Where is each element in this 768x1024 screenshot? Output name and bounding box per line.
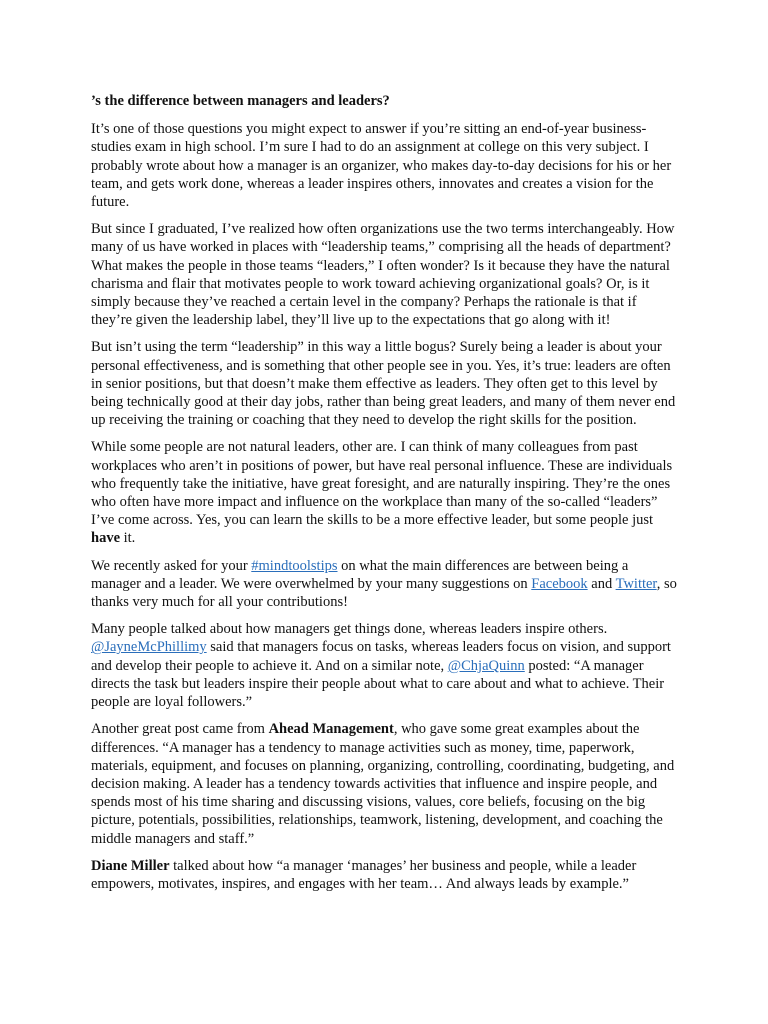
paragraph-managers-get-things-done (91, 620, 681, 711)
paragraph-mindtoolstips (91, 557, 681, 612)
user-link-chjaquinn[interactable]: @ChjaQuinn (447, 657, 525, 674)
hashtag-link-mindtoolstips[interactable]: #mindtoolstips (251, 557, 338, 574)
article-title: ’s the difference between managers and leaders? (91, 93, 390, 109)
user-link-jaynemcphillimy[interactable]: @JayneMcPhillimy (91, 639, 207, 656)
paragraph-diane-miller (91, 857, 681, 893)
facebook-link[interactable]: Facebook (531, 575, 588, 592)
paragraph-text: talked about how “a manager ‘manages’ her business and people, while a leader empowers, motivates, inspires, and engages with her team… And always leads by example.” (91, 857, 637, 892)
paragraph-text: it. (120, 530, 136, 547)
paragraph-text: , so thanks very much for all your contributions! (91, 575, 677, 611)
paragraph-text: said that managers focus on tasks, whereas leaders focus on vision, and support and develop their people to achieve it. And on a similar note, (91, 639, 671, 674)
twitter-link[interactable]: Twitter (615, 575, 657, 592)
paragraph-text: posted: “A manager directs the task but leaders inspire their people about what to care about and what to achieve. Their people are loyal followers.” (91, 657, 665, 711)
paragraph-text: , who gave some great examples about the differences. “A manager has a tendency to manage activities such as money, time, paperwork, materials, equipment, and focuses on planning, organizing, controlling, coordinating, budgeting, and decision making. A leader has a tendency towards activities that influence and inspire people, and spends most of his time sharing and discussing visions, values, core beliefs, focusing on the big picture, potentials, possibilities, relationships, teamwork, listening, development, and coaching the middle managers and staff.” (91, 721, 675, 847)
paragraph-intro: It’s one of those questions you might expect to answer if you’re sitting an end-of-year business-studies exam in high school. I’m sure I had to do an assignment at college on this very subject. I probably wrote about how a manager is an organizer, who makes day-to-day decisions for his or her team, and gets work done, whereas a leader inspires others, innovates and creates a vision for the future. (91, 121, 672, 211)
paragraph-text: Many people talked about how managers get things done, whereas leaders inspire others. (91, 621, 608, 638)
paragraph-text: Another great post came from (91, 721, 269, 738)
emphasis-have: have (91, 530, 120, 547)
paragraph-natural-leaders (91, 438, 681, 547)
name-ahead-management: Ahead Management (268, 721, 394, 738)
document-body (91, 92, 681, 902)
paragraph-graduated: But since I graduated, I’ve realized how often organizations use the two terms interchangeably. How many of us have worked in places with “leadership teams,” comprising all the heads of department? What makes the people in those teams “leaders,” I often wonder? Is it because they have the natural charisma and flair that motivates people to work toward achieving organizational goals? Or, is it simply because they’ve reached a certain level in the company? Perhaps the rationale is that if they’re given the leadership label, they’ll live up to the expectations that go along with it! (91, 221, 675, 329)
paragraph-text: on what the main differences are between being a manager and a leader. We were overwhelmed by your many suggestions on (91, 557, 629, 592)
paragraph-text: While some people are not natural leaders, other are. I can think of many colleagues from past workplaces who aren’t in positions of power, but have real personal influence. These are individuals who frequently take the initiative, have great foresight, and are naturally inspiring. They’re the ones who often have more impact and influence on the workplace than many of the so-called “leaders” I’ve come across. Yes, you can learn the skills to be a more effective leader, but some people just (91, 439, 673, 529)
paragraph-text: We recently asked for your (91, 557, 252, 574)
paragraph-bogus: But isn’t using the term “leadership” in this way a little bogus? Surely being a leader is about your personal effectiveness, and is something that other people see in you. Yes, it’s true: leaders are often in senior positions, but that doesn’t make them effective as leaders. They often get to this level by being technically good at their day jobs, rather than being great leaders, and many of them never end up receiving the training or coaching that they need to develop the right skills for the position. (91, 339, 676, 429)
paragraph-text: and (587, 575, 616, 592)
paragraph-ahead-management (91, 720, 681, 847)
name-diane-miller: Diane Miller (91, 857, 170, 874)
